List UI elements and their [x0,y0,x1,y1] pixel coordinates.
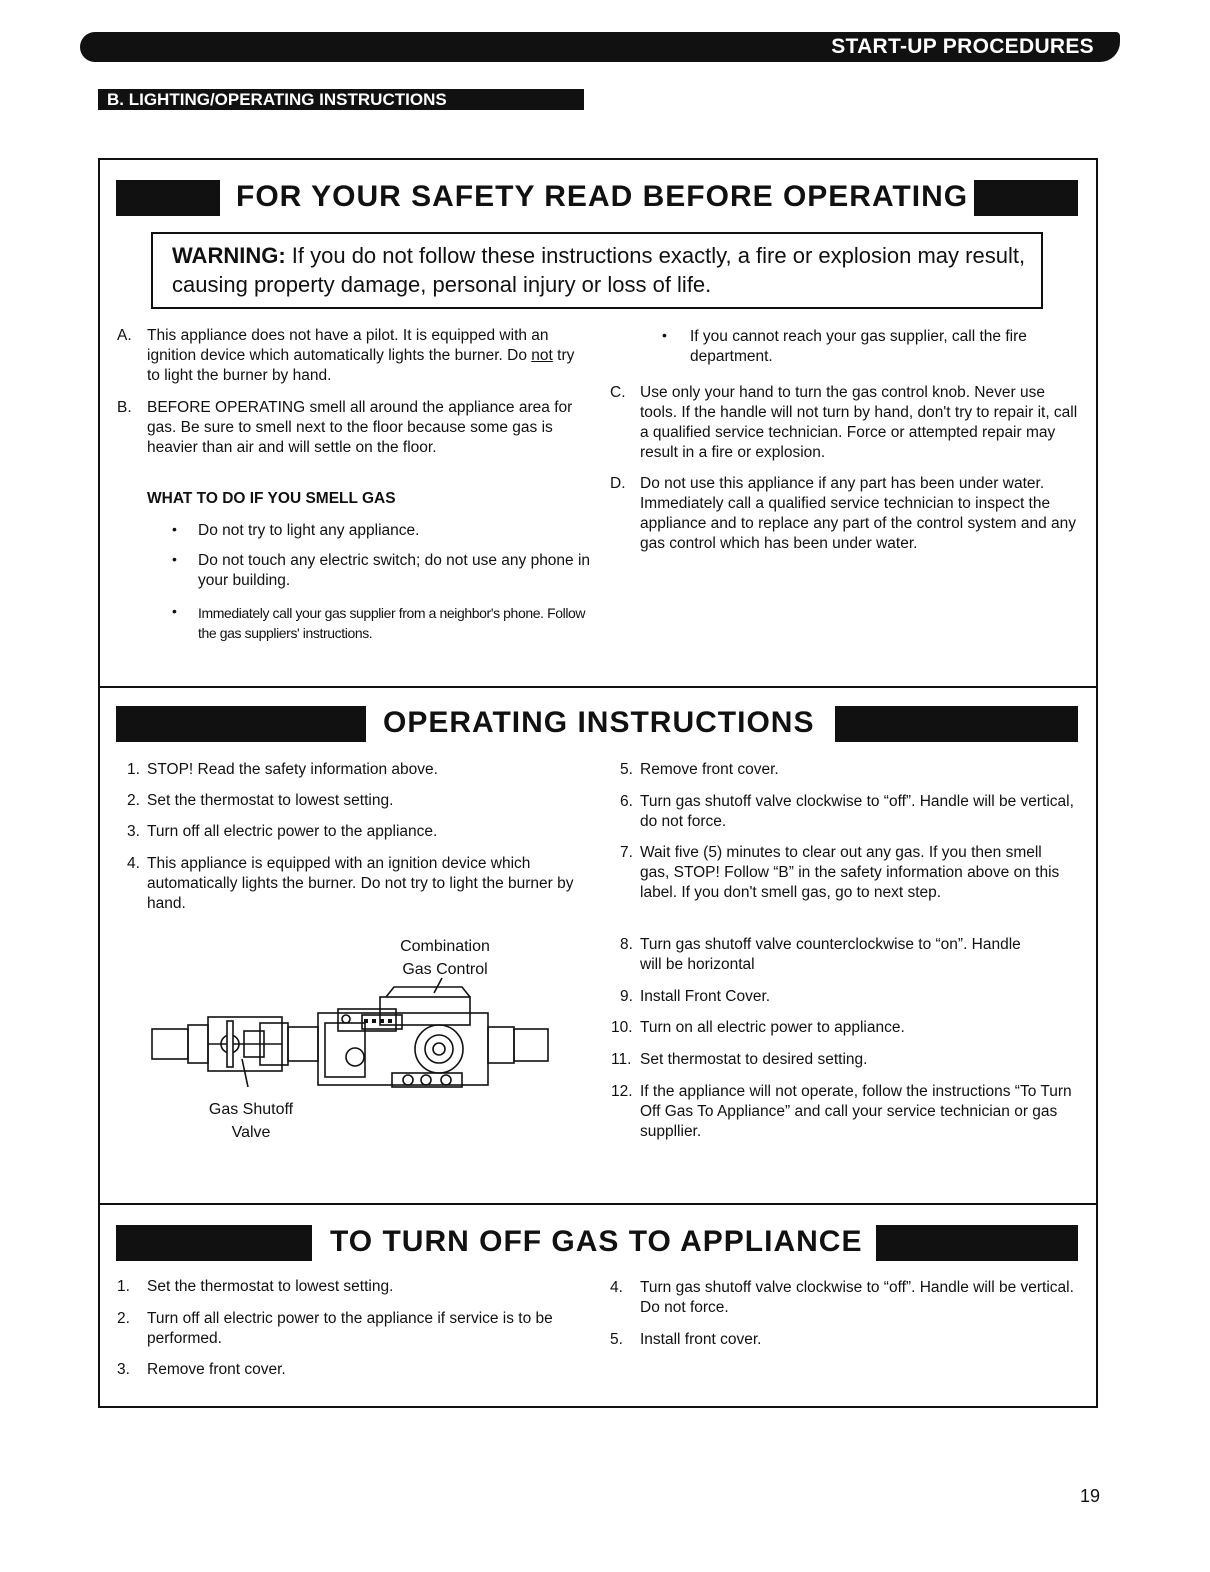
caption-line: Gas Control [402,961,488,978]
step-number: 7. [620,844,633,861]
header-bar-left [116,706,366,742]
operating-step: Set the thermostat to lowest setting. [147,792,394,809]
section-header-bar [80,32,1120,62]
operating-step: This appliance is equipped with an ignition device which automatically lights the burner. Do not try to light the burner by hand. [147,855,574,912]
turnoff-step: Remove front cover. [147,1361,286,1378]
step-number: 4. [610,1279,623,1296]
operating-step: Turn gas shutoff valve counterclockwise to “on”. Handle will be horizontal [640,936,1021,973]
gas-valve-diagram-icon [150,975,560,1100]
smell-gas-bullet: Do not touch any electric switch; do not use any phone in your building. [198,552,591,589]
caption-line: Valve [231,1124,271,1141]
turnoff-step: Turn gas shutoff valve clockwise to “off”. Handle will be vertical. Do not force. [640,1279,1074,1316]
step-number: 2. [127,792,140,809]
turnoff-step: Set the thermostat to lowest setting. [147,1278,394,1295]
caption-line: Gas Shutoff [208,1101,294,1118]
item-marker: D. [610,475,626,492]
header-bar-left [116,180,220,216]
smell-gas-bullet: If you cannot reach your gas supplier, call the fire department. [690,328,1027,365]
safety-item-c: Use only your hand to turn the gas control knob. Never use tools. If the handle will not turn by hand, don't try to repair it, call a qualified service technician. Force or attempted repair may result in a fire or explosion. [640,384,1078,461]
divider-line [98,1203,1098,1205]
turnoff-heading: TO TURN OFF GAS TO APPLIANCE [330,1225,863,1258]
header-bar-right [876,1225,1078,1261]
item-text: try to light the burner by hand. [147,347,575,384]
step-number: 6. [620,793,633,810]
operating-step: Wait five (5) minutes to clear out any gas. If you then smell gas, STOP! Follow “B” in the safety information above on this label. If you don't smell gas, go to next step. [640,844,1060,901]
safety-item-b: BEFORE OPERATING smell all around the appliance area for gas. Be sure to smell next to the floor because some gas is heavier than air and will settle on the floor. [147,399,573,456]
subsection-title: B. LIGHTING/OPERATING INSTRUCTIONS [107,90,447,109]
operating-step: Turn on all electric power to appliance. [640,1019,905,1036]
operating-step: STOP! Read the safety information above. [147,761,438,778]
subsection-header-bar [98,89,584,110]
section-title: START-UP PROCEDURES [831,35,1094,58]
step-number: 1. [127,761,140,778]
bullet-icon: • [172,551,177,567]
step-number: 5. [610,1331,623,1348]
underlined-word: not [531,347,553,364]
item-marker: C. [610,384,626,401]
operating-step: Set thermostat to desired setting. [640,1051,868,1068]
warning-box [151,232,1043,309]
bullet-icon: • [172,521,177,537]
item-text: This appliance does not have a pilot. It is equipped with an ignition device which automatically lights the burner. Do [147,327,549,364]
step-number: 8. [620,936,633,953]
header-bar-right [835,706,1078,742]
warning-paragraph [172,241,1032,299]
caption-line: Combination [400,938,490,955]
step-number: 1. [117,1278,130,1295]
bullet-icon: • [662,327,667,343]
smell-gas-heading: WHAT TO DO IF YOU SMELL GAS [147,490,396,507]
safety-heading: FOR YOUR SAFETY READ BEFORE OPERATING [236,180,969,213]
operating-step: If the appliance will not operate, follow the instructions “To Turn Off Gas To Appliance” and call your service technician or gas suppllier. [640,1083,1072,1140]
operating-step: Install Front Cover. [640,988,771,1005]
step-number: 10. [611,1019,633,1036]
operating-step: Turn gas shutoff valve clockwise to “off”. Handle will be vertical, do not force. [640,793,1074,830]
turnoff-step: Install front cover. [640,1331,762,1348]
operating-heading: OPERATING INSTRUCTIONS [383,706,815,739]
step-number: 3. [127,823,140,840]
item-marker: B. [117,399,132,416]
smell-gas-bullet: Immediately call your gas supplier from a neighbor's phone. Follow the gas suppliers' instructions. [198,605,586,641]
step-number: 11. [611,1051,632,1068]
step-number: 12. [611,1083,633,1100]
bullet-icon: • [172,603,177,619]
step-number: 5. [620,761,633,778]
turnoff-step: Turn off all electric power to the appliance if service is to be performed. [147,1310,553,1347]
safety-item-d: Do not use this appliance if any part has been under water. Immediately call a qualified service technician to inspect the appliance and to replace any part of the control system and any gas control which has been under water. [640,475,1076,552]
item-marker: A. [117,327,132,344]
smell-gas-bullet: Do not try to light any appliance. [198,522,420,539]
warning-label: WARNING: [172,243,286,268]
step-number: 9. [620,988,633,1005]
page-number: 19 [1079,1486,1100,1506]
operating-step: Turn off all electric power to the appliance. [147,823,438,840]
header-bar-right [974,180,1078,216]
step-number: 4. [127,855,140,872]
warning-text: If you do not follow these instructions exactly, a fire or explosion may result, causing property damage, personal injury or loss of life. [172,243,1026,297]
figure-label-shutoff-valve [186,1098,316,1144]
step-number: 2. [117,1310,130,1327]
safety-item-a [147,326,577,386]
operating-step: Remove front cover. [640,761,779,778]
step-number: 3. [117,1361,130,1378]
divider-line [98,686,1098,688]
header-bar-left [116,1225,312,1261]
